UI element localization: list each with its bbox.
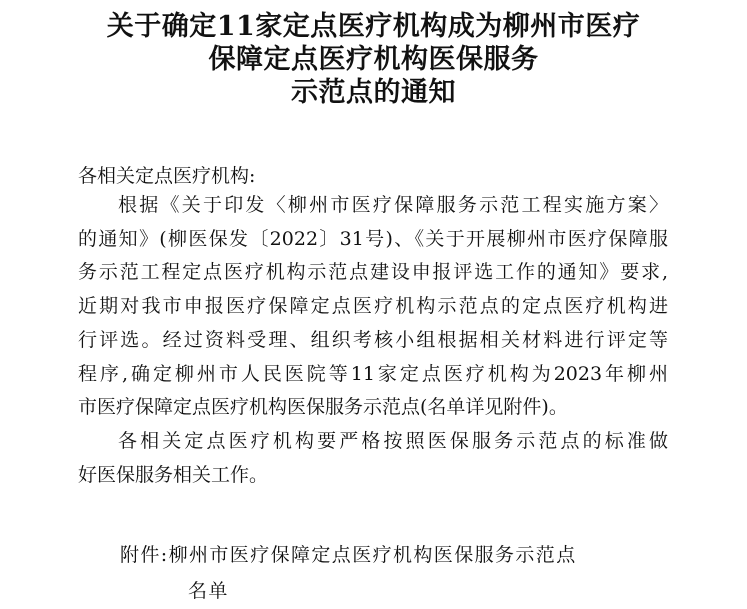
document-title — [0, 10, 747, 109]
body-paragraph-2 — [78, 425, 668, 492]
attachment-line-2: 名单 — [188, 580, 229, 602]
paragraph-line: 好医保服务相关工作。 — [78, 463, 269, 486]
body-paragraph-1 — [78, 189, 668, 425]
title-line-3: 示范点的通知 — [291, 77, 456, 108]
paragraph-line: 务示范工程定点医疗机构示范点建设申报评选工作的通知》要求, — [78, 261, 668, 284]
attachment-note — [120, 537, 577, 609]
paragraph-line: 市医疗保障定点医疗机构医保服务示范点(名单详见附件)。 — [78, 396, 568, 419]
salutation: 各相关定点医疗机构: — [78, 165, 256, 187]
paragraph-line: 程序,确定柳州市人民医院等11家定点医疗机构为2023年柳州 — [78, 362, 668, 385]
paragraph-line: 行评选。经过资料受理、组织考核小组根据相关材料进行评定等 — [78, 328, 668, 351]
paragraph-line: 的通知》(柳医保发〔2022〕31号)、《关于开展柳州市医疗保障服 — [78, 227, 668, 250]
paragraph-line: 根据《关于印发〈柳州市医疗保障服务示范工程实施方案〉 — [118, 194, 668, 216]
title-line-1: 关于确定11家定点医疗机构成为柳州市医疗 — [106, 11, 641, 42]
paragraph-line: 各相关定点医疗机构要严格按照医保服务示范点的标准做 — [118, 430, 668, 452]
paragraph-line: 近期对我市申报医疗保障定点医疗机构示范点的定点医疗机构进 — [78, 295, 668, 318]
attachment-line-1: 附件:柳州市医疗保障定点医疗机构医保服务示范点 — [120, 544, 577, 566]
title-line-2: 保障定点医疗机构医保服务 — [208, 44, 539, 75]
